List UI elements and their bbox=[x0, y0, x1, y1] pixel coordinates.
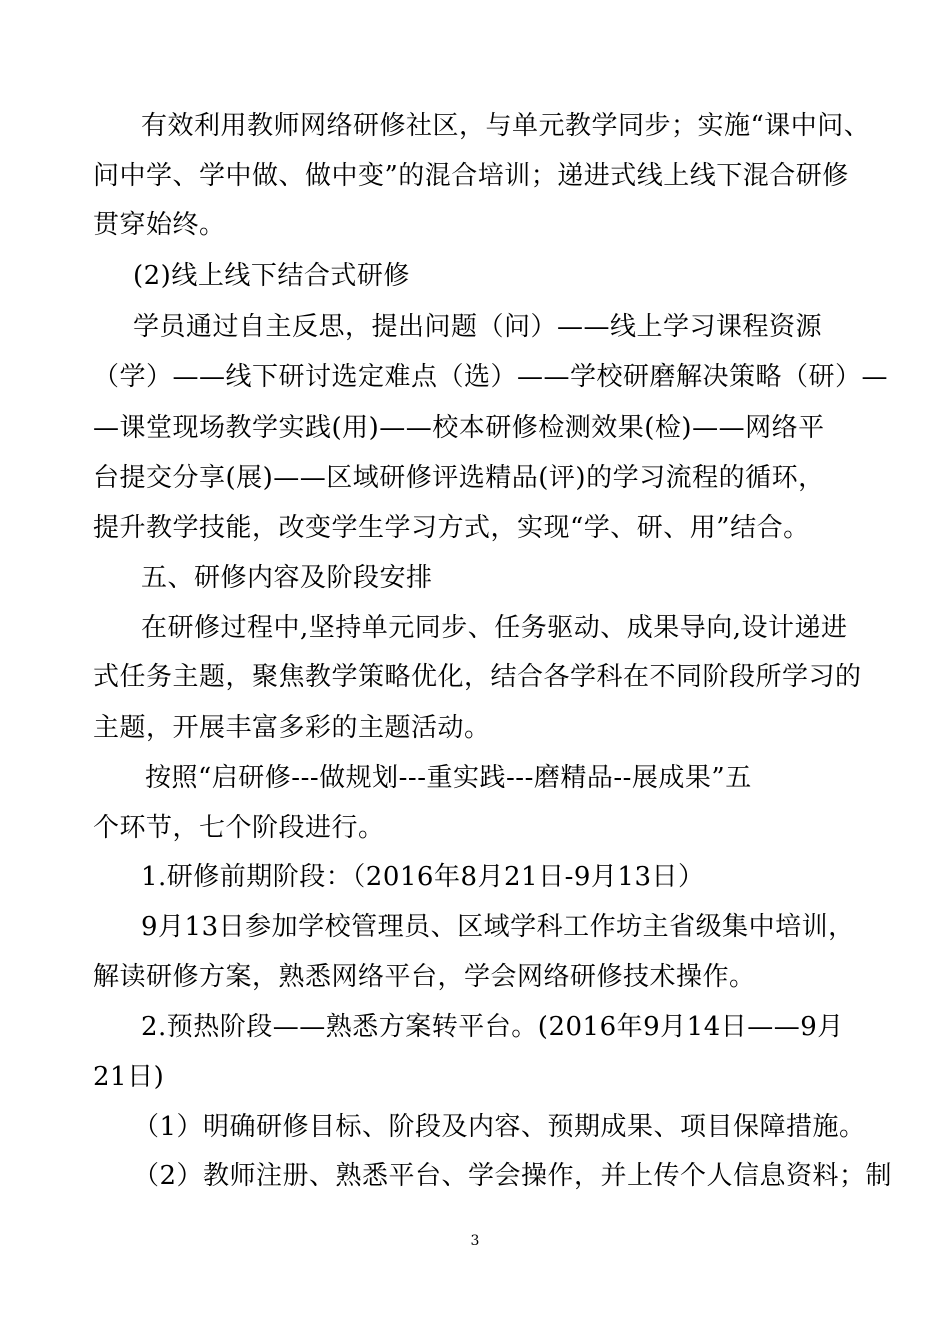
stage-heading-2: 2.预热阶段——熟悉方案转平台。(2016年9月14日——9月 bbox=[141, 1012, 844, 1042]
text-line-1: 有效利用教师网络研修社区，与单元教学同步；实施“课中问、 bbox=[141, 111, 871, 141]
text-line-7: —课堂现场教学实践(用)——校本研修检测效果(检)——网络平 bbox=[93, 413, 825, 443]
text-line-9: 提升教学技能，改变学生学习方式，实现“学、研、用”结合。 bbox=[93, 513, 810, 543]
text-line-20: 21日) bbox=[93, 1062, 165, 1092]
text-line-18: 解读研修方案，熟悉网络平台，学会网络研修技术操作。 bbox=[93, 962, 756, 992]
text-line-3: 贯穿始终。 bbox=[93, 210, 226, 240]
list-item-2: （2）教师注册、熟悉平台、学会操作，并上传个人信息资料；制 bbox=[133, 1161, 893, 1191]
text-line-14: 按照“启研修---做规划---重实践---磨精品--展成果”五 bbox=[145, 763, 752, 793]
text-line-13: 主题，开展丰富多彩的主题活动。 bbox=[93, 713, 491, 743]
text-line-11: 在研修过程中,坚持单元同步、任务驱动、成果导向,设计递进 bbox=[141, 613, 848, 643]
list-item-1: （1）明确研修目标、阶段及内容、预期成果、项目保障措施。 bbox=[133, 1112, 866, 1142]
page-number: 3 bbox=[470, 1233, 480, 1249]
text-line-6: （学）——线下研讨选定难点（选）——学校研磨解决策略（研）— bbox=[93, 362, 889, 392]
section-heading-5: 五、研修内容及阶段安排 bbox=[141, 563, 433, 593]
text-line-8: 台提交分享(展)——区域研修评选精品(评)的学习流程的循环， bbox=[93, 463, 825, 493]
text-line-2: 问中学、学中做、做中变”的混合培训；递进式线上线下混合研修 bbox=[93, 161, 849, 191]
stage-heading-1: 1.研修前期阶段：（2016年8月21日-9月13日） bbox=[141, 862, 705, 892]
text-line-17: 9月13日参加学校管理员、区域学科工作坊主省级集中培训， bbox=[141, 912, 855, 942]
text-line-12: 式任务主题，聚焦教学策略优化，结合各学科在不同阶段所学习的 bbox=[93, 662, 862, 692]
text-line-15: 个环节，七个阶段进行。 bbox=[93, 813, 385, 843]
section-heading-2: (2)线上线下结合式研修 bbox=[133, 261, 410, 291]
text-line-5: 学员通过自主反思，提出问题（问）——线上学习课程资源 bbox=[133, 312, 823, 342]
